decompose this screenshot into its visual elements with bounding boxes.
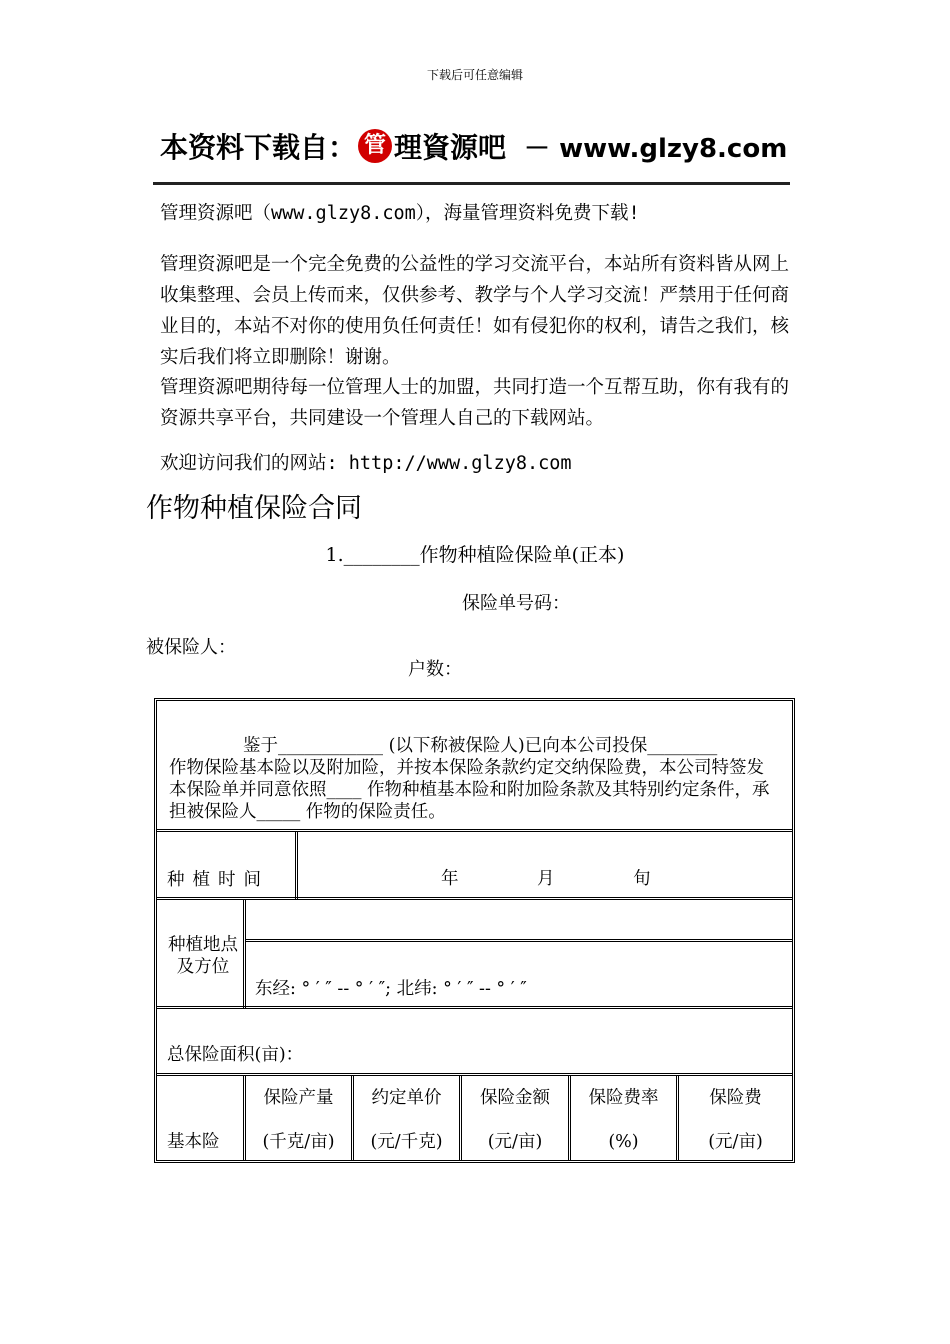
column-header: 保险产量 [263,1088,334,1108]
document-title: 作物种植保险合同 [146,493,362,524]
households-label: 户数： [408,659,462,680]
column-header: 保险费 [709,1088,762,1108]
intro-paragraph-3: 管理资源吧期待每一位管理人士的加盟，共同打造一个互帮互助，你有我有的资源共享平台，共同建设一个管理人自己的下载网站。 [160,377,790,429]
column-unit: (元/千克) [370,1132,443,1152]
banner-url: － www.glzy8.com [524,133,788,164]
column-unit: (%) [608,1132,639,1152]
row-divider [246,939,792,942]
basic-insurance-label: 基本险 [167,1132,220,1152]
coordinates-line: 东经: ° ′ ″ -- ° ′ ″; 北纬: ° ′ ″ -- ° ′ ″ [255,979,527,999]
policy-statement-line1: 鉴于____________ (以下称被保险人)已向本公司投保________ [243,736,718,756]
banner-prefix: 本资料下载自： [160,131,357,164]
column-unit: (元/亩) [708,1132,763,1152]
row-divider [157,1006,792,1009]
banner-divider [153,182,790,185]
column-header: 保险费率 [588,1088,659,1108]
policy-form-table [154,698,795,1163]
total-area-label: 总保险面积(亩)： [167,1045,304,1065]
row-divider [157,1073,792,1076]
policy-title: 1.________作物种植险保险单(正本) [325,544,625,566]
planting-year: 年 [441,869,459,889]
planting-period: 旬 [633,869,651,889]
column-header: 保险金额 [480,1088,550,1108]
header-note: 下载后可任意编辑 [426,68,523,82]
site-logo: 管 [358,129,392,163]
col-divider [295,832,298,899]
column-header: 约定单价 [371,1088,442,1108]
intro-paragraph-1: 管理资源吧（www.glzy8.com），海量管理资料免费下载! [160,203,640,224]
planting-time-label: 种植时间 [167,870,269,890]
policy-statement-rest: 作物保险基本险以及附加险，并按本保险条款约定交纳保险费，本公司特签发本保险单并同意依照____ 作物种植基本险和附加险条款及其特别约定条件，承担被保险人_____ 作物的保险责任。 [169,758,770,822]
col-divider [243,900,246,1008]
banner-site-name: 理資源吧 [394,131,507,164]
policy-number-label: 保险单号码： [462,593,570,614]
insured-label: 被保险人： [146,637,236,658]
intro-paragraph-4: 欢迎访问我们的网站: http://www.glzy8.com [160,453,572,474]
download-banner [160,126,787,166]
location-label: 种植地点及方位 [168,935,238,977]
row-divider [157,829,792,832]
row-divider [157,897,792,900]
column-unit: (千克/亩) [262,1132,335,1152]
column-unit: (元/亩) [487,1132,543,1152]
intro-paragraph-2: 管理资源吧是一个完全免费的公益性的学习交流平台，本站所有资料皆从网上收集整理、会员上传而来，仅供参考、教学与个人学习交流！严禁用于任何商业目的，本站不对你的使用负任何责任！如有侵犯你的权利，请告之我们，核实后我们将立即删除！谢谢。 [160,254,790,368]
policy-statement [169,735,781,823]
planting-month: 月 [537,869,555,889]
